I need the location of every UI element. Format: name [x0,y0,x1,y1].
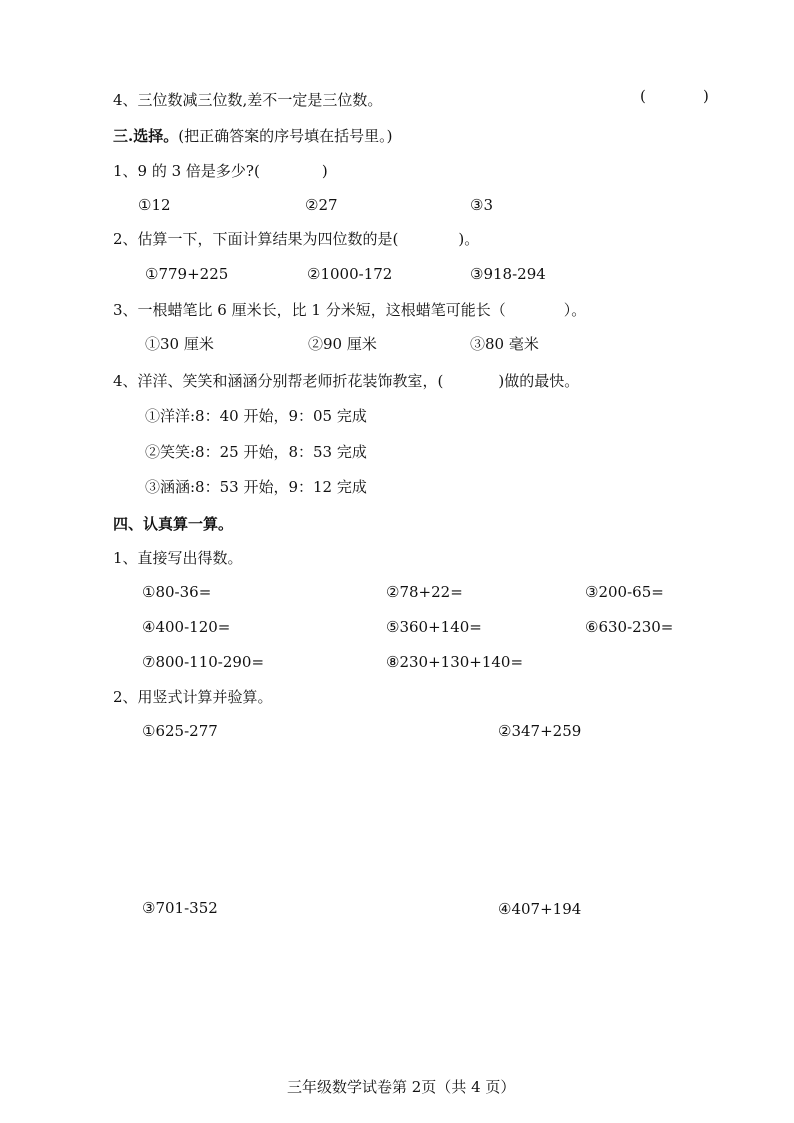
q4-option-3: ③涵涵:8：53 开始，9：12 完成 [145,478,367,496]
q2-stem: 2、估算一下，下面计算结果为四位数的是( [113,230,399,248]
q4-close: )做的最快。 [498,372,580,390]
vertical-item-2: ②347+259 [498,722,582,740]
q4-stem: 4、洋洋、笑笑和涵涵分别帮老师折花装饰教室，( [113,372,444,390]
q1-close: ) [321,162,328,180]
q3-close: ）。 [563,301,587,319]
q1-stem-row [113,161,328,181]
section3-heading-row [113,126,392,146]
q2-option-2: ②1000-172 [307,265,393,283]
part1-title: 1、直接写出得数。 [113,549,243,567]
section3-heading: 三.选择。 [113,127,179,145]
q2-option-1: ①779+225 [145,265,229,283]
judgement-q4-paren-close: ) [703,87,709,105]
section4-heading: 四、认真算一算。 [113,515,234,533]
q4-option-1: ①洋洋:8：40 开始，9：05 完成 [145,407,367,425]
page-footer: 三年级数学试卷第 2页（共 4 页） [287,1078,516,1096]
q4-option-2: ②笑笑:8：25 开始，8：53 完成 [145,443,367,461]
vertical-item-4: ④407+194 [498,900,582,918]
calc-item-3: ③200-65= [585,583,664,601]
part2-title: 2、用竖式计算并验算。 [113,688,273,706]
q3-option-1: ①30 厘米 [145,335,214,353]
calc-item-6: ⑥630-230= [585,618,674,636]
judgement-q4-paren-open: ( [640,87,646,105]
q3-stem-row [113,300,586,320]
calc-item-2: ②78+22= [386,583,463,601]
q1-stem: 1、9 的 3 倍是多少?( [113,162,260,180]
calc-item-4: ④400-120= [142,618,231,636]
q2-stem-row [113,229,479,249]
q1-option-3: ③3 [470,196,493,214]
section3-instruction: (把正确答案的序号填在括号里。) [178,127,393,145]
q1-option-1: ①12 [138,196,171,214]
judgement-q4-text: 4、三位数减三位数,差不一定是三位数。 [113,91,383,109]
q3-stem: 3、一根蜡笔比 6 厘米长，比 1 分米短，这根蜡笔可能长（ [113,301,506,319]
q2-option-3: ③918-294 [470,265,546,283]
q4-stem-row [113,371,579,391]
q3-option-2: ②90 厘米 [308,335,377,353]
calc-item-1: ①80-36= [142,583,212,601]
q3-option-3: ③80 毫米 [470,335,539,353]
calc-item-8: ⑧230+130+140= [386,653,524,671]
q1-option-2: ②27 [305,196,338,214]
q2-close: )。 [458,230,480,248]
vertical-item-1: ①625-277 [142,722,218,740]
calc-item-5: ⑤360+140= [386,618,482,636]
calc-item-7: ⑦800-110-290= [142,653,265,671]
vertical-item-3: ③701-352 [142,899,218,917]
